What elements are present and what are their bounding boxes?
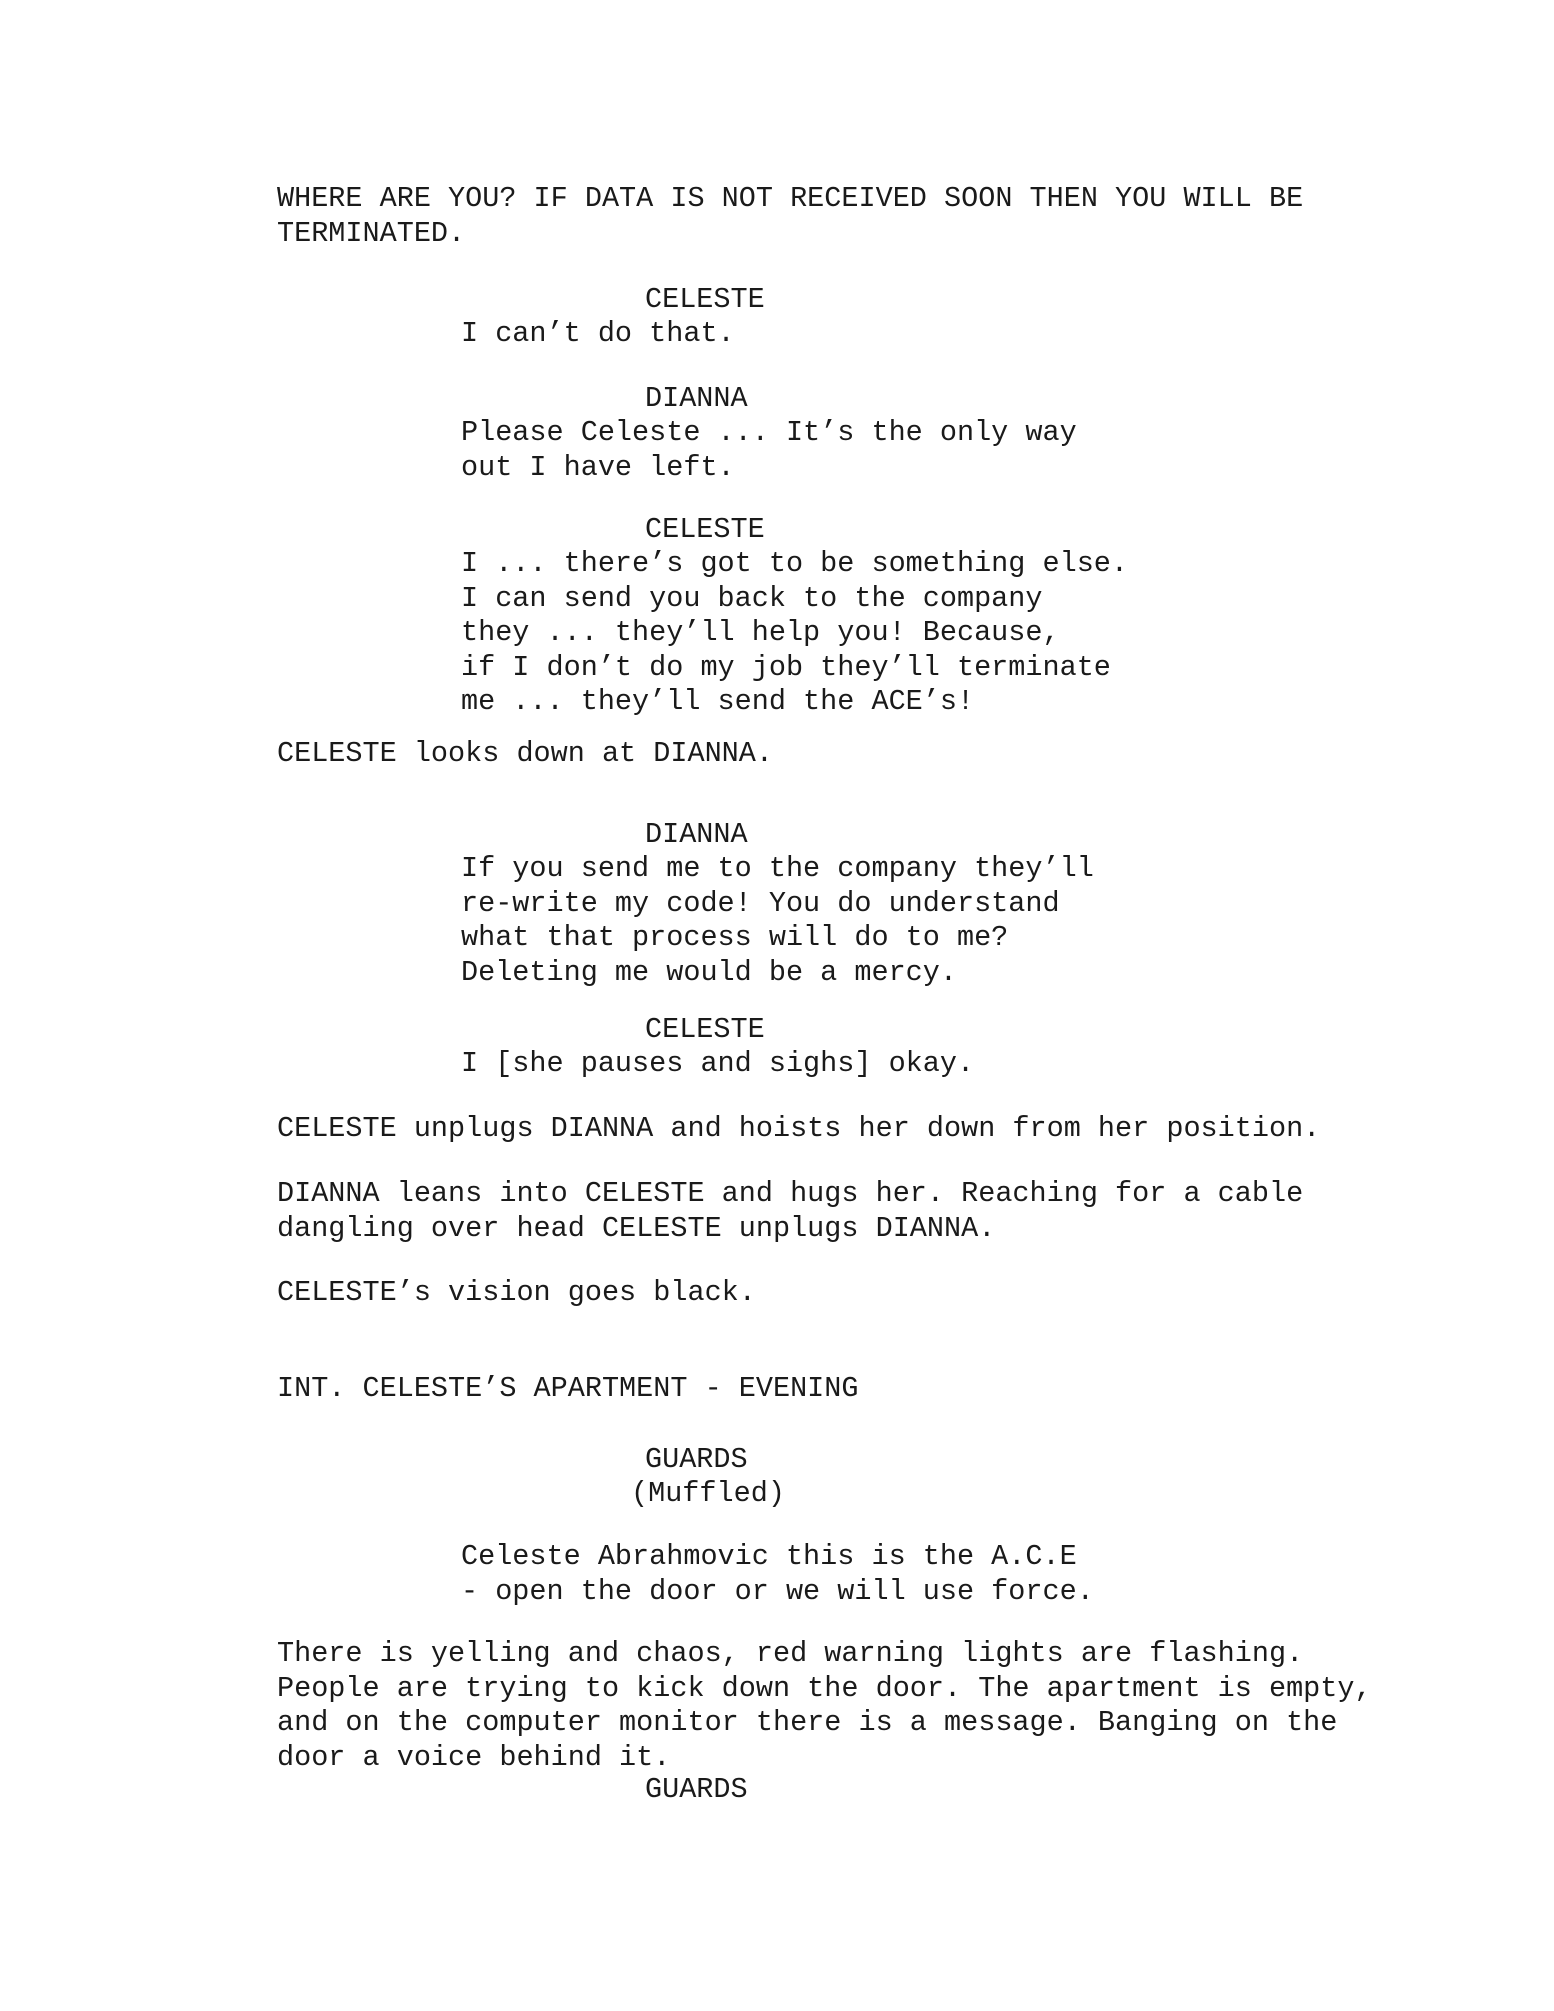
- action-line: CELESTE unplugs DIANNA and hoists her down from her position.: [277, 1112, 1321, 1145]
- parenthetical: (Muffled): [631, 1477, 785, 1510]
- dialogue-line: - open the door or we will use force.: [461, 1574, 1094, 1608]
- action-line: People are trying to kick down the door. The apartment is empty,: [277, 1671, 1372, 1705]
- dialogue-line: I can send you back to the company: [461, 581, 1043, 615]
- action-block: [277, 1112, 1320, 1147]
- action-line: There is yelling and chaos, red warning lights are flashing.: [277, 1637, 1304, 1670]
- dialogue-line: out I have left.: [461, 450, 735, 484]
- dialogue-block: [461, 1540, 1094, 1609]
- scene-heading: INT. CELESTE’S APARTMENT - EVENING: [277, 1372, 859, 1405]
- action-block: [277, 182, 1303, 251]
- dialogue-line: Deleting me would be a mercy.: [461, 955, 957, 989]
- action-line: TERMINATED.: [277, 216, 466, 250]
- action-line: and on the computer monitor there is a message. Banging on the: [277, 1706, 1338, 1739]
- dialogue-block: [461, 416, 1077, 485]
- action-block: [277, 737, 773, 772]
- action-line: CELESTE’s vision goes black.: [277, 1276, 756, 1309]
- dialogue-line: Please Celeste ... It’s the only way: [461, 416, 1077, 449]
- dialogue-block: [461, 1047, 974, 1082]
- character-cue: DIANNA: [645, 382, 748, 415]
- dialogue-line: they ... they’ll help you! Because,: [461, 616, 1060, 649]
- dialogue-block: [461, 547, 1128, 720]
- dialogue-line: If you send me to the company they’ll: [461, 852, 1094, 885]
- action-line: door a voice behind it.: [277, 1740, 671, 1774]
- action-line: CELESTE looks down at DIANNA.: [277, 737, 773, 770]
- character-cue: CELESTE: [645, 283, 765, 316]
- action-line: dangling over head CELESTE unplugs DIANNA.: [277, 1211, 996, 1245]
- dialogue-line: I ... there’s got to be something else.: [461, 547, 1129, 580]
- character-cue: CELESTE: [645, 513, 765, 546]
- dialogue-line: me ... they’ll send the ACE’s!: [461, 685, 975, 718]
- dialogue-line: Celeste Abrahmovic this is the A.C.E: [461, 1540, 1077, 1573]
- dialogue-line: I can’t do that.: [461, 317, 735, 350]
- action-block: [277, 1177, 1303, 1246]
- dialogue-line: I [she pauses and sighs] okay.: [461, 1047, 975, 1080]
- dialogue-block: [461, 852, 1094, 990]
- character-cue: CELESTE: [645, 1013, 765, 1046]
- character-cue: GUARDS: [645, 1773, 748, 1806]
- action-block: [277, 1637, 1372, 1775]
- dialogue-line: if I don’t do my job they’ll terminate: [461, 650, 1111, 684]
- dialogue-block: [461, 317, 735, 352]
- dialogue-line: what that process will do to me?: [461, 921, 1009, 954]
- character-cue: DIANNA: [645, 818, 748, 851]
- action-line: DIANNA leans into CELESTE and hugs her. Reaching for a cable: [277, 1177, 1304, 1210]
- action-block: [277, 1276, 756, 1311]
- action-line: WHERE ARE YOU? IF DATA IS NOT RECEIVED SOON THEN YOU WILL BE: [277, 182, 1304, 215]
- character-cue: GUARDS: [645, 1443, 748, 1476]
- dialogue-line: re-write my code! You do understand: [461, 886, 1060, 920]
